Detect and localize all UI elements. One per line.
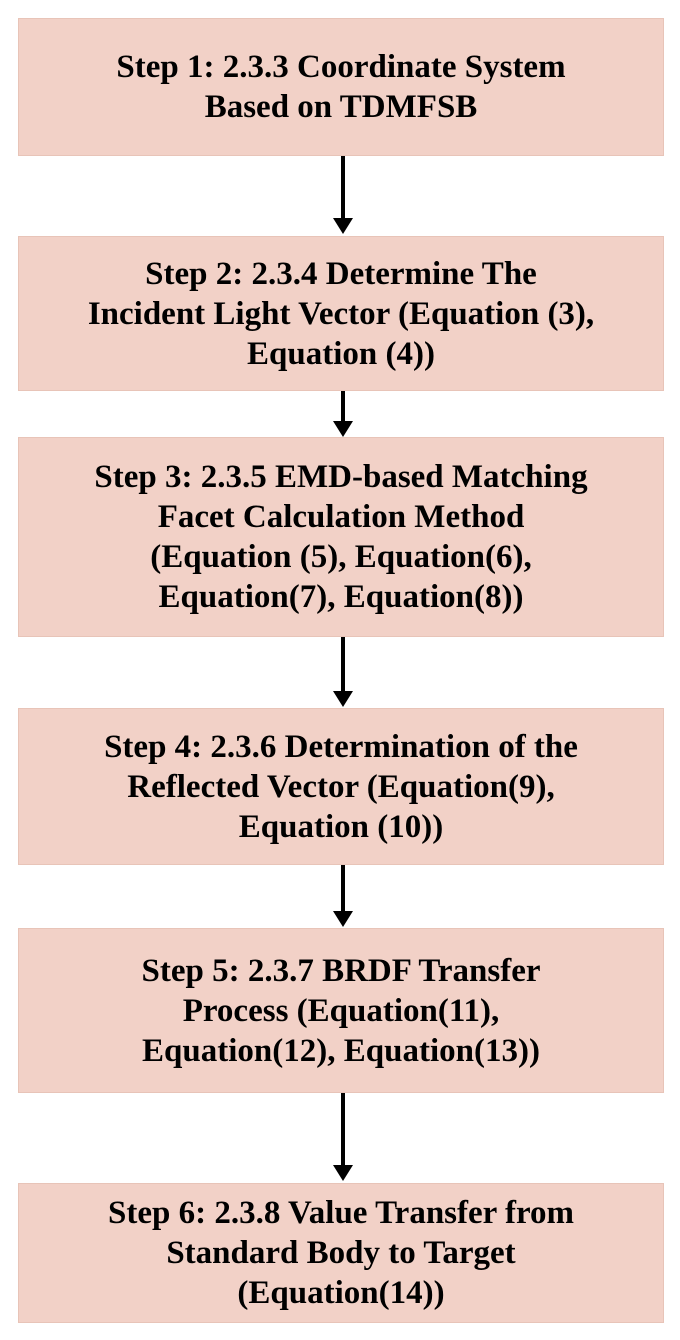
step-5-line-2: Process (Equation(11), — [182, 992, 500, 1029]
arrow-1-to-2 — [341, 156, 345, 220]
step-6-line-1: Step 6: 2.3.8 Value Transfer from — [108, 1195, 574, 1231]
step-3-line-4: Equation(7), Equation(8)) — [158, 579, 524, 615]
step-4-line-1: Step 4: 2.3.6 Determination of the — [104, 728, 578, 765]
step-4-line-3: Equation (10)) — [238, 808, 444, 845]
step-3-line-2: Facet Calculation Method — [157, 499, 525, 535]
step-2-line-2: Incident Light Vector (Equation (3), — [87, 295, 595, 332]
step-5-box — [18, 928, 664, 1093]
step-3-line-1: Step 3: 2.3.5 EMD-based Matching — [94, 459, 588, 495]
step-3-box — [18, 437, 664, 637]
step-1-line-1: Step 1: 2.3.3 Coordinate System — [116, 49, 566, 85]
step-4-box — [18, 708, 664, 865]
step-1-box — [18, 18, 664, 156]
arrow-2-to-3 — [341, 391, 345, 423]
step-3-line-3: (Equation (5), Equation(6), — [150, 539, 532, 575]
step-5-line-1: Step 5: 2.3.7 BRDF Transfer — [141, 952, 541, 989]
arrow-4-to-5 — [341, 865, 345, 913]
step-5-line-3: Equation(12), Equation(13)) — [142, 1032, 540, 1069]
step-1-line-2: Based on TDMFSB — [204, 89, 478, 125]
arrow-5-to-6 — [341, 1093, 345, 1167]
step-2-line-1: Step 2: 2.3.4 Determine The — [145, 255, 537, 292]
step-4-line-2: Reflected Vector (Equation(9), — [127, 768, 555, 805]
step-6-box — [18, 1183, 664, 1323]
step-6-line-2: Standard Body to Target — [166, 1235, 516, 1271]
step-6-line-3: (Equation(14)) — [237, 1275, 445, 1311]
arrow-3-to-4 — [341, 637, 345, 693]
step-2-box — [18, 236, 664, 391]
step-2-line-3: Equation (4)) — [247, 335, 435, 372]
